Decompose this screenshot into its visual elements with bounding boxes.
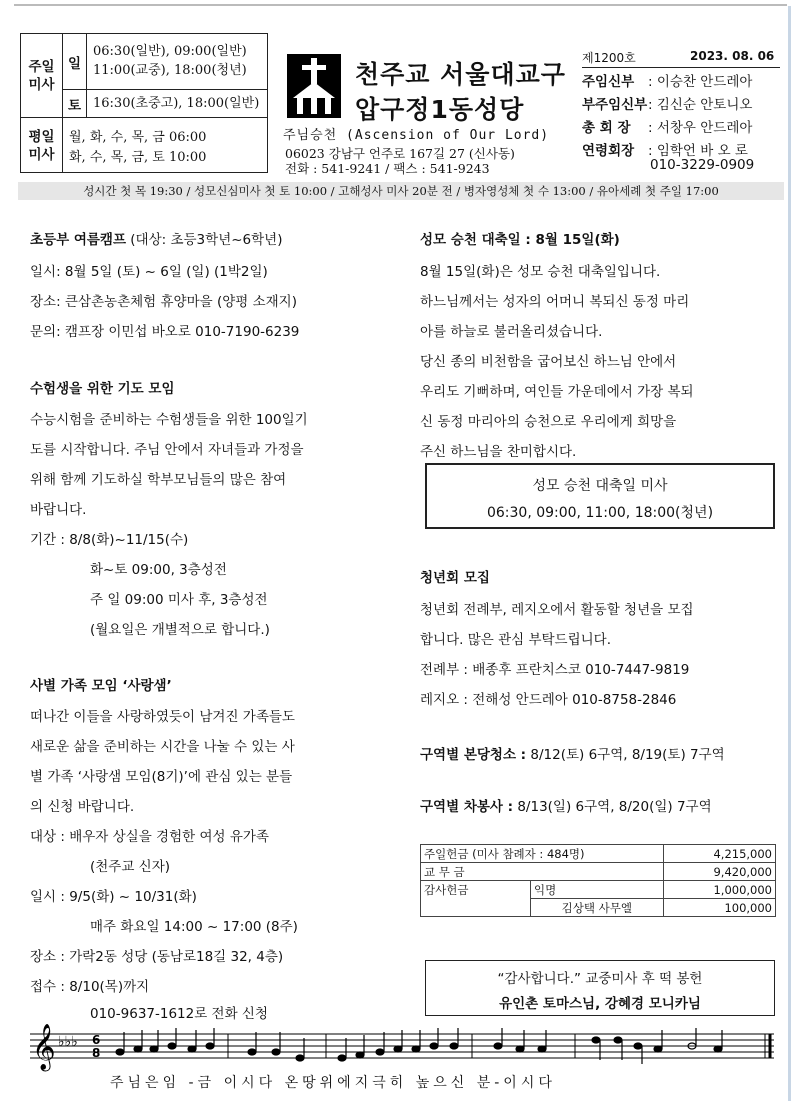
assumption-title: 성모 승천 대축일 : 8월 15일(화) xyxy=(420,232,620,248)
prayer-line: 수능시험을 준비하는 수험생들을 위한 100일기 xyxy=(30,412,308,428)
assumption-line: 당신 종의 비천함을 굽어보신 하느님 안에서 xyxy=(420,354,677,370)
staff-list xyxy=(582,67,780,173)
sunday-line-2: 11:00(교중), 18:00(청년) xyxy=(93,63,247,78)
bereaved-line: 일시 : 9/5(화) ~ 10/31(화) xyxy=(30,889,197,905)
staff-name: : 이승찬 안드레아 xyxy=(648,74,753,90)
camp-line: 일시: 8월 5일 (토) ~ 6일 (일) (1박2일) xyxy=(30,264,268,280)
prayer-line: 화~토 09:00, 3층성전 xyxy=(90,562,227,578)
issue-number: 제1200호 xyxy=(582,51,636,65)
youth-line: 전례부 : 배종후 프란치스코 010-7447-9819 xyxy=(420,662,690,678)
finance-table xyxy=(420,844,776,917)
top-rule xyxy=(14,4,787,6)
cleaning-row xyxy=(420,743,725,763)
phone-fax: 전화 : 541-9241 / 팩스 : 541-9243 xyxy=(285,161,490,176)
service-row xyxy=(420,795,712,815)
finance-label: 주일헌금 (미사 참례자 : 484명) xyxy=(421,845,664,863)
camp-title-note: (대상: 초등3학년~6학년) xyxy=(126,232,283,248)
mass-box-times: 06:30, 09:00, 11:00, 18:00(청년) xyxy=(486,505,714,521)
youth-line: 레지오 : 전해성 안드레아 010-8758-2846 xyxy=(420,692,677,708)
finance-label: 감사헌금 xyxy=(421,881,531,899)
church-name-line-2: 압구정1동성당 xyxy=(355,95,525,124)
assumption-line: 주신 하느님을 찬미합시다. xyxy=(420,444,577,460)
bereaved-line: (천주교 신자) xyxy=(90,859,171,875)
finance-label xyxy=(421,899,531,917)
bereaved-line: 010-9637-1612로 전화 신청 xyxy=(90,1006,269,1022)
youth-line: 청년회 전례부, 레지오에서 활동할 청년을 모집 xyxy=(420,602,694,618)
finance-amount: 1,000,000 xyxy=(663,881,775,899)
youth-title: 청년회 모집 xyxy=(420,570,490,586)
prayer-line: 바랍니다. xyxy=(30,502,87,518)
camp-title: 초등부 여름캠프 xyxy=(30,232,126,248)
svg-text:8: 8 xyxy=(92,1046,101,1060)
bereaved-line: 떠나간 이들을 사랑하였듯이 남겨진 가족들도 xyxy=(30,709,295,725)
prayer-line: (월요일은 개별적으로 합니다.) xyxy=(90,622,270,638)
assumption-mass-box xyxy=(425,463,775,529)
mass-box-title: 성모 승천 대축일 미사 xyxy=(532,478,668,494)
assumption-line: 아를 하늘로 불러올리셨습니다. xyxy=(420,324,603,340)
table-row xyxy=(421,899,776,917)
finance-sub: 익명 xyxy=(531,881,664,899)
table-row xyxy=(421,881,776,899)
sunday-mass-label: 주일 미사 xyxy=(21,34,63,117)
finance-amount: 100,000 xyxy=(663,899,775,917)
side-rule xyxy=(788,6,791,1101)
assumption-line: 신 동정 마리아의 승천으로 우리에게 희망을 xyxy=(420,414,677,430)
staff-name: : 임학언 바 오 로 xyxy=(648,143,748,159)
table-row xyxy=(421,845,776,863)
assumption-line: 8월 15일(화)은 성모 승천 대축일입니다. xyxy=(420,264,661,280)
cleaning-label: 구역별 본당청소 : xyxy=(420,747,527,763)
svg-text:6: 6 xyxy=(92,1033,101,1047)
church-name-line-1: 천주교 서울대교구 xyxy=(355,60,566,89)
service-label: 구역별 차봉사 : xyxy=(420,799,514,815)
finance-amount: 9,420,000 xyxy=(663,863,775,881)
mass-schedule-box xyxy=(20,33,268,173)
prayer-line: 기간 : 8/8(화)~11/15(수) xyxy=(30,532,189,548)
song-lyrics: 주님은임 -금 이시다 온땅위에지극히 높으신 분-이시다 xyxy=(110,1075,556,1091)
prayer-line: 주 일 09:00 미사 후, 3층성전 xyxy=(90,592,268,608)
svg-text:♭♭♭: ♭♭♭ xyxy=(58,1034,78,1050)
table-row xyxy=(421,863,776,881)
staff-name: : 김신순 안토니오 xyxy=(648,97,753,113)
saturday-sub-label: 토 xyxy=(63,90,87,117)
finance-sub: 김상택 사무엘 xyxy=(531,899,664,917)
prayer-line: 도를 시작합니다. 주님 안에서 자녀들과 가정을 xyxy=(30,442,304,458)
sunday-sub-label: 일 xyxy=(63,34,87,89)
issue-date: 2023. 08. 06 xyxy=(690,49,775,63)
staff-row xyxy=(582,93,752,113)
assumption-line: 하느님께서는 성자의 어머니 복되신 동정 마리 xyxy=(420,294,690,310)
bereaved-line: 의 신청 바랍니다. xyxy=(30,799,135,815)
staff-row xyxy=(582,139,748,159)
staff-role: 총 회 장 xyxy=(582,120,631,136)
address: 06023 강남구 언주로 167길 27 (신사동) xyxy=(285,146,515,161)
service-text: 8/13(일) 6구역, 8/20(일) 7구역 xyxy=(513,799,712,815)
weekday-line-1: 월, 화, 수, 목, 금 06:00 xyxy=(69,130,207,145)
thanks-line-1: “감사합니다.” 교중미사 후 떡 봉헌 xyxy=(497,971,703,987)
saturday-line: 16:30(초중고), 18:00(일반) xyxy=(93,96,260,111)
bereaved-line: 별 가족 ‘사랑샘 모임(8기)’에 관심 있는 분들 xyxy=(30,769,293,785)
bereaved-title: 사별 가족 모임 ‘사랑샘’ xyxy=(30,678,172,694)
bereaved-line: 새로운 삶을 준비하는 시간을 나눌 수 있는 사 xyxy=(30,739,295,755)
bereaved-line: 접수 : 8/10(목)까지 xyxy=(30,979,150,995)
bereaved-line: 대상 : 배우자 상실을 경험한 여성 유가족 xyxy=(30,829,269,845)
finance-amount: 4,215,000 xyxy=(663,845,775,863)
ascension-label: 주님승천 (Ascension of Our Lord) xyxy=(283,128,550,143)
staff-name: : 서창우 안드레아 xyxy=(648,120,753,136)
camp-line: 문의: 캠프장 이민섭 바오로 010-7190-6239 xyxy=(30,324,300,340)
schedule-bar: 성시간 첫 목 19:30 / 성모신심미사 첫 토 10:00 / 고해성사 미사 20분 전 / 병자영성체 첫 수 13:00 / 유아세례 첫 주일 17:00 xyxy=(18,182,784,200)
prayer-title: 수험생을 위한 기도 모임 xyxy=(30,381,175,397)
assumption-line: 우리도 기뻐하며, 여인들 가운데에서 가장 복되 xyxy=(420,384,694,400)
youth-line: 합니다. 많은 관심 부탁드립니다. xyxy=(420,632,611,648)
weekday-line-2: 화, 수, 목, 금, 토 10:00 xyxy=(69,150,207,165)
sunday-line-1: 06:30(일반), 09:00(일반) xyxy=(93,44,247,59)
staff-row xyxy=(582,116,752,136)
treble-clef-icon: 𝄞 xyxy=(32,1024,56,1070)
staff-row xyxy=(582,70,752,90)
staff-role: 부주임신부 xyxy=(582,97,648,113)
staff-role: 주임신부 xyxy=(582,74,635,90)
church-logo-icon xyxy=(285,52,343,120)
weekday-mass-label: 평일 미사 xyxy=(21,118,63,173)
staff-phone: 010-3229-0909 xyxy=(650,157,755,173)
staff-role: 연령회장 xyxy=(582,143,635,159)
bereaved-line: 장소 : 가락2동 성당 (동남로18길 32, 4층) xyxy=(30,949,284,965)
divider xyxy=(63,89,267,90)
prayer-line: 위해 함께 기도하실 학부모님들의 많은 참여 xyxy=(30,472,287,488)
bereaved-line: 매주 화요일 14:00 ~ 17:00 (8주) xyxy=(90,919,298,935)
cleaning-text: 8/12(토) 6구역, 8/19(토) 7구역 xyxy=(526,747,725,763)
thanks-line-2: 유인촌 토마스님, 강혜경 모니카님 xyxy=(499,996,701,1012)
camp-title-row xyxy=(30,228,282,248)
finance-label: 교 무 금 xyxy=(421,863,664,881)
thanks-box xyxy=(425,960,775,1016)
camp-line: 장소: 큰삼촌농촌체험 휴양마을 (양평 소재지) xyxy=(30,294,297,310)
